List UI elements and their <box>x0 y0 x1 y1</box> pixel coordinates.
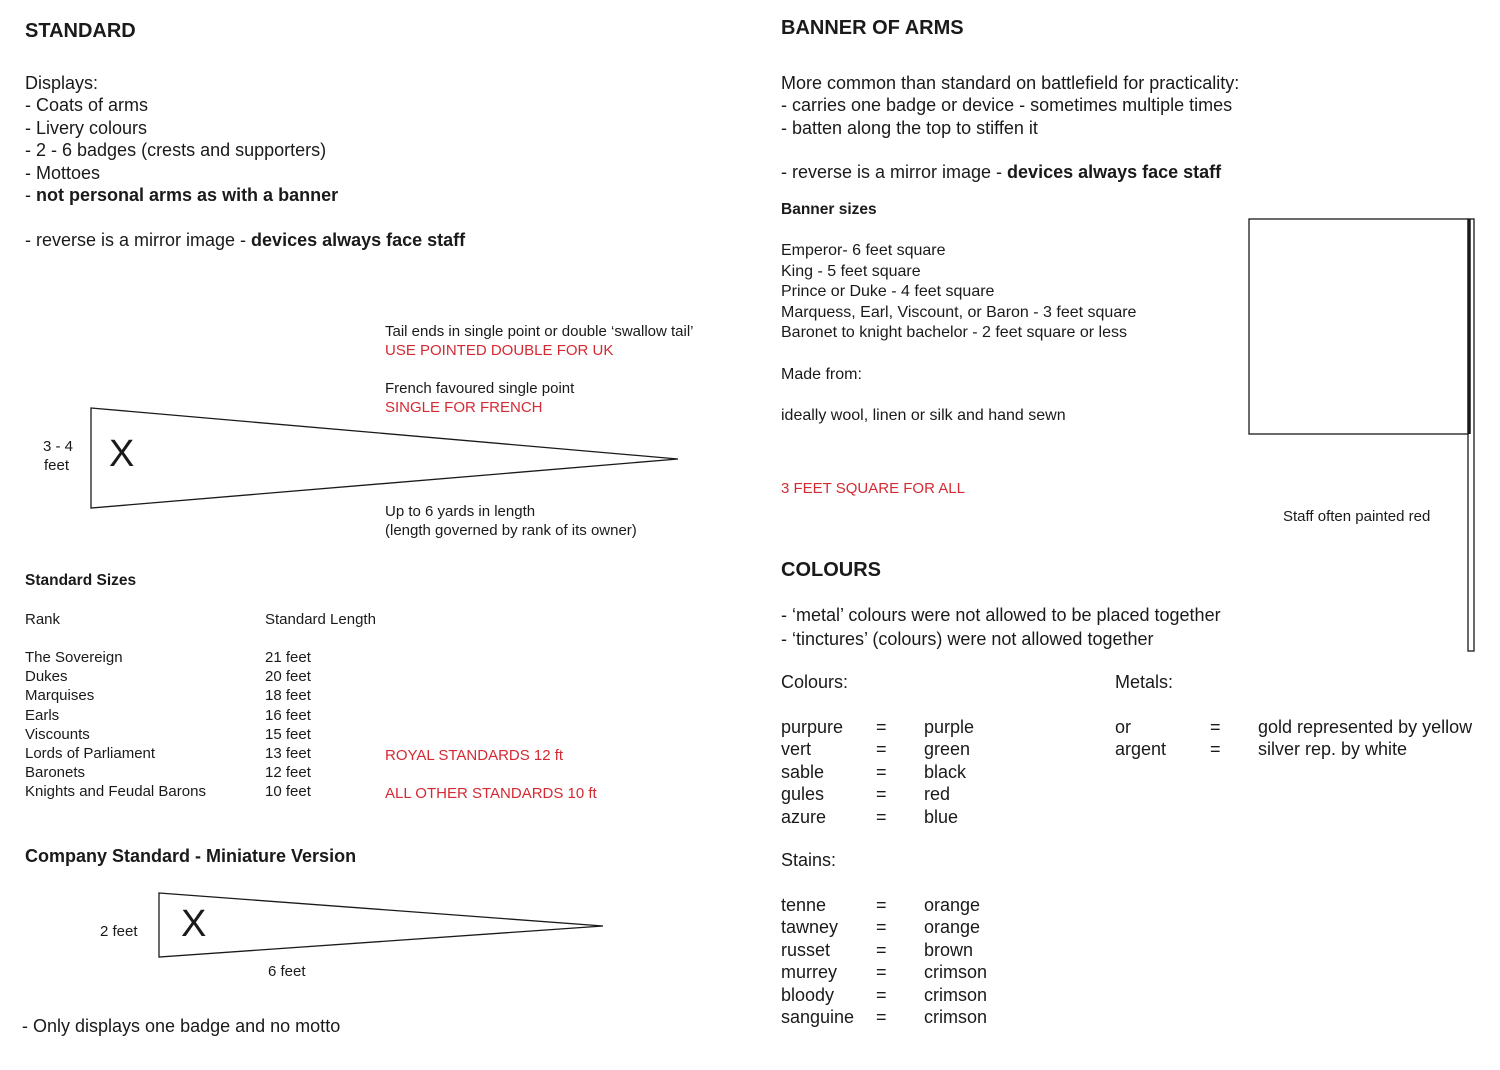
standard-reverse-note: - reverse is a mirror image - devices always face staff <box>25 230 466 250</box>
banner-sizes-title: Banner sizes <box>781 201 877 218</box>
display-item: - Mottoes <box>25 162 101 183</box>
table-row-rank: Marquises <box>25 687 95 705</box>
company-length-label: 6 feet <box>268 963 306 980</box>
standard-height-label: 3 - 4 feet <box>43 438 74 475</box>
french-red-note: SINGLE FOR FRENCH <box>385 399 543 416</box>
rank-column <box>25 648 206 802</box>
col-length-header: Standard Length <box>265 611 376 628</box>
table-row-rank: Lords of Parliament <box>25 745 156 763</box>
list-item: Prince or Duke - 4 feet square <box>781 283 995 301</box>
banner-point: - batten along the top to stiffen it <box>781 117 1038 138</box>
display-item: - Livery colours <box>25 117 148 138</box>
col-rank-header: Rank <box>25 611 61 628</box>
list-item: Baronet to knight bachelor - 2 feet square or less <box>781 324 1127 342</box>
table-row-rank: Viscounts <box>25 725 90 743</box>
table-row-length: 18 feet <box>265 687 311 705</box>
colours-rules <box>781 603 1221 651</box>
made-from-label: Made from: <box>781 366 862 383</box>
table-row-rank: Knights and Feudal Barons <box>25 783 206 801</box>
company-pennant-outline <box>159 893 603 957</box>
stain-equals: = = = = = = <box>876 895 887 1028</box>
table-row-rank: Earls <box>25 706 60 724</box>
colours-label: Colours: <box>781 672 849 692</box>
standard-title: STANDARD <box>25 20 136 42</box>
list-item: Marquess, Earl, Viscount, or Baron - 3 feet square <box>781 303 1137 321</box>
banner-intro: More common than standard on battlefield for practicality: <box>781 73 1240 93</box>
table-row-length: 10 feet <box>265 783 311 801</box>
tail-note: Tail ends in single point or double ‘swallow tail’ <box>385 323 694 340</box>
standard-length-note: Up to 6 yards in length (length governed by rank of its owner) <box>385 503 637 540</box>
length-column <box>265 648 311 802</box>
table-row-length: 13 feet <box>265 745 311 763</box>
company-badge-mark: X <box>181 903 207 945</box>
standard-pennant-outline <box>91 408 678 508</box>
standard-badge-mark: X <box>109 433 135 475</box>
company-height-label: 2 feet <box>100 923 138 940</box>
metal-equals: = = <box>1210 717 1221 760</box>
table-row-length: 21 feet <box>265 649 311 666</box>
colour-rule: - ‘metal’ colours were not allowed to be placed together <box>781 605 1221 625</box>
banner-sizes-list <box>781 241 1136 344</box>
table-row-rank: Baronets <box>25 764 86 782</box>
displays-label: Displays: <box>25 73 99 93</box>
list-item: King - 5 feet square <box>781 262 921 280</box>
table-row-rank: Dukes <box>25 668 68 686</box>
metals-label: Metals: <box>1115 672 1174 692</box>
table-row-length: 15 feet <box>265 725 311 743</box>
metal-terms: or argent <box>1115 717 1167 760</box>
standard-sizes-title: Standard Sizes <box>25 572 137 589</box>
banner-square-outline <box>1249 219 1468 434</box>
table-row-length: 20 feet <box>265 668 311 686</box>
table-row-rank: The Sovereign <box>25 649 123 666</box>
banner-point: - carries one badge or device - sometimes multiple times <box>781 95 1233 116</box>
banner-intro-block <box>781 72 1239 139</box>
table-row-length: 12 feet <box>265 764 311 782</box>
other-standards-note: ALL OTHER STANDARDS 10 ft <box>385 785 597 802</box>
stains-label: Stains: <box>781 850 837 870</box>
tail-uk-note: USE POINTED DOUBLE FOR UK <box>385 342 614 359</box>
banner-title: BANNER OF ARMS <box>781 17 964 39</box>
made-from-value: ideally wool, linen or silk and hand sewn <box>781 407 1066 424</box>
colour-terms: purpure vert sable gules azure <box>781 717 844 827</box>
metal-meanings: gold represented by yellow silver rep. by white <box>1258 717 1473 760</box>
french-note: French favoured single point <box>385 380 575 397</box>
colour-equals: = = = = = <box>876 717 887 827</box>
display-item: - 2 - 6 badges (crests and supporters) <box>25 140 327 161</box>
royal-standards-note: ROYAL STANDARDS 12 ft <box>385 747 564 764</box>
list-item: Emperor- 6 feet square <box>781 242 946 259</box>
display-item: - Coats of arms <box>25 95 149 116</box>
stain-meanings: orange orange brown crimson crimson crimson <box>924 895 988 1028</box>
colour-meanings: purple green black red blue <box>924 717 975 827</box>
colour-rule: - ‘tinctures’ (colours) were not allowed together <box>781 629 1154 649</box>
company-note: - Only displays one badge and no motto <box>22 1016 341 1036</box>
company-standard-title: Company Standard - Miniature Version <box>25 846 357 866</box>
not-personal-line: - not personal arms as with a banner <box>25 185 339 206</box>
staff-note: Staff often painted red <box>1283 508 1431 525</box>
stain-terms: tenne tawney russet murrey bloody sanguine <box>781 895 855 1028</box>
banner-reverse-note: - reverse is a mirror image - devices always face staff <box>781 162 1222 182</box>
table-row-length: 16 feet <box>265 706 311 724</box>
banner-red-note: 3 FEET SQUARE FOR ALL <box>781 480 965 497</box>
colours-title: COLOURS <box>781 559 881 581</box>
